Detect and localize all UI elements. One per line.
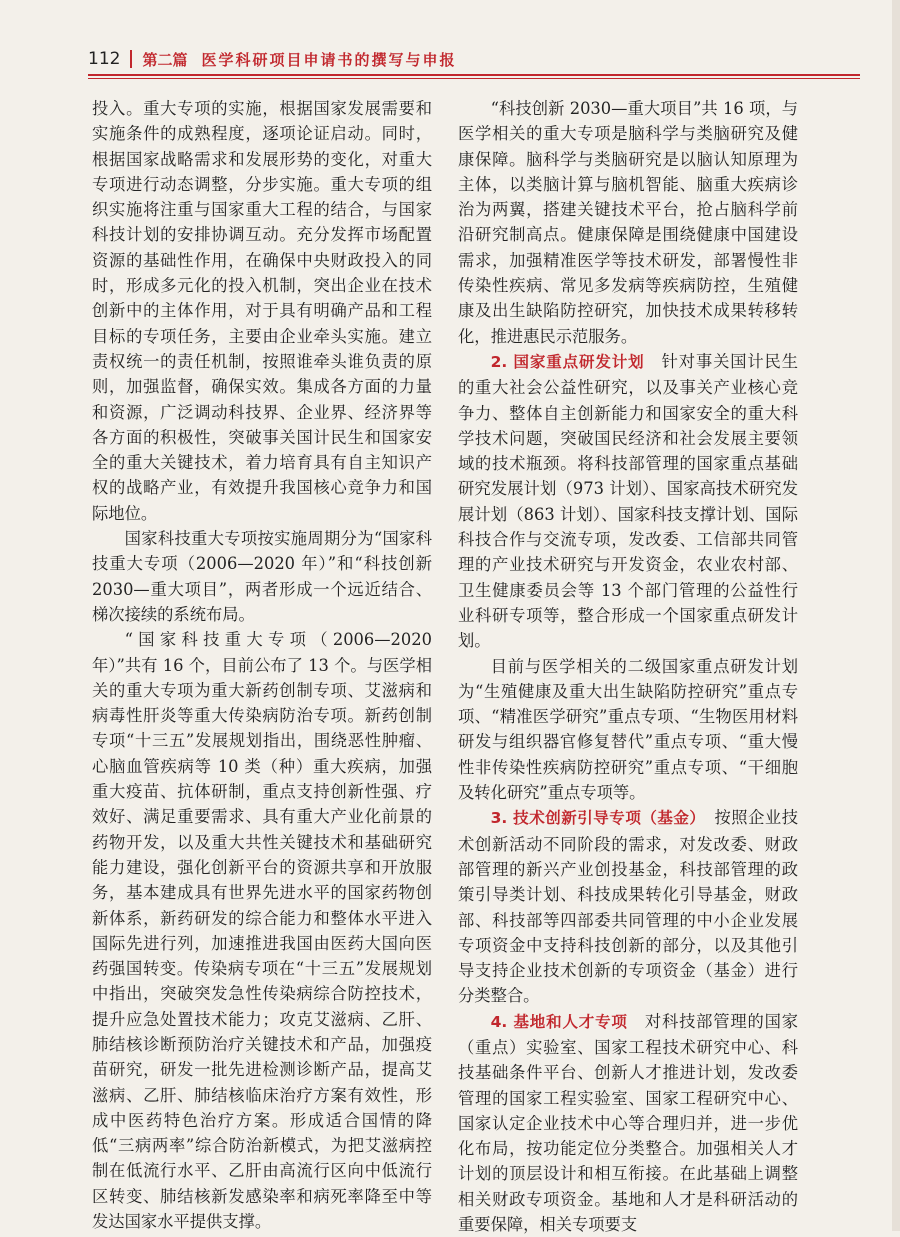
section-body: 对科技部管理的国家（重点）实验室、国家工程技术研究中心、科技基础条件平台、创新人才推进计划，发改委管理的国家工程实验室、国家工程研究中心、国家认定企业技术中心等合理归并，进一步优化布局，按功能定位分类整合。加强相关人才计划的顶层设计和相互衔接。在此基础上调整相关财政专项资金。基地和人才是科研活动的重要保障，相关专项要支 <box>458 1011 798 1235</box>
paragraph: 投入。重大专项的实施，根据国家发展需要和实施条件的成熟程度，逐项论证启动。同时，根据国家战略需求和发展形势的变化，对重大专项进行动态调整，分步实施。重大专项的组织实施将注重与国家重大工程的结合，与国家科技计划的安排协调互动。充分发挥市场配置资源的基础性作用，在确保中央财政投入的同时，形成多元化的投入机制，突出企业在技术创新中的主体作用，对于具有明确产品和工程目标的专项任务，主要由企业牵头实施。建立责权统一的责任机制，按照谁牵头谁负责的原则，加强监督，确保实效。集成各方面的力量和资源，广泛调动科技界、企业界、经济界等各方面的积极性，突破事关国计民生和国家安全的重大关键技术，着力培育具有自主知识产权的战略产业，有效提升我国核心竞争力和国际地位。 <box>92 99 432 523</box>
paragraph: 国家科技重大专项按实施周期分为“国家科技重大专项（2006—2020 年）”和“科技创新 2030—重大项目”，两者形成一个远近结合、梯次接续的系统布局。 <box>92 529 432 624</box>
page-number: 112 <box>88 49 121 69</box>
section-heading: 4. 基地和人才专项 <box>490 1012 628 1031</box>
paragraph: 目前与医学相关的二级国家重点研发计划为“生殖健康及重大出生缺陷防控研究”重点专项、“精准医学研究”重点专项、“生物医用材料研发与组织器官修复替代”重点专项、“重大慢性非传染性疾病防控研究”重点专项、“干细胞及转化研究”重点专项等。 <box>458 656 798 803</box>
right-column <box>458 96 798 1237</box>
header-rule <box>88 74 860 76</box>
paragraph: “国家科技重大专项（2006—2020 年）”共有 16 个，目前公布了 13 个。与医学相关的重大专项为重大新药创制专项、艾滋病和病毒性肝炎等重大传染病防治专项。新药创制专项“十三五”发展规划指出，围绕恶性肿瘤、心脑血管疾病等 10 类（种）重大疾病，加强重大疫苗、抗体研制，重点支持创新性强、疗效好、满足重要需求、具有重大产业化前景的药物开发，以及重大共性关键技术和基础研究能力建设，强化创新平台的资源共享和开放服务，基本建成具有世界先进水平的国家药物创新体系，新药研发的综合能力和整体水平进入国际先进行列，加速推进我国由医药大国向医药强国转变。传染病专项在“十三五”发展规划中指出，突破突发急性传染病综合防控技术，提升应急处置技术能力；攻克艾滋病、乙肝、肺结核诊断预防治疗关键技术和产品，加强疫苗研究，研发一批先进检测诊断产品，提高艾滋病、乙肝、肺结核临床治疗方案有效性，形成中医药特色治疗方案。形成适合国情的降低“三病两率”综合防治新模式，为把艾滋病控制在低流行水平、乙肝由高流行区向中低流行区转变、肺结核新发感染率和病死率降至中等发达国家水平提供支撑。 <box>92 630 432 1232</box>
left-column <box>92 96 432 1234</box>
section-4 <box>458 1009 798 1237</box>
paragraph: “科技创新 2030—重大项目”共 16 项，与医学相关的重大专项是脑科学与类脑研究及健康保障。脑科学与类脑研究是以脑认知原理为主体，以类脑计算与脑机智能、脑重大疾病诊治为两翼，搭建关键技术平台，抢占脑科学前沿研究制高点。健康保障是围绕健康中国建设需求，加强精准医学等技术研发，部署慢性非传染性疾病、常见多发病等疾病防控，生殖健康及出生缺陷防控研究，加快技术成果转移转化，推进惠民示范服务。 <box>458 99 798 346</box>
section-heading: 2. 国家重点研发计划 <box>490 352 645 371</box>
section-heading: 3. 技术创新引导专项（基金） <box>490 809 698 828</box>
section-body: 针对事关国计民生的重大社会公益性研究，以及事关产业核心竞争力、整体自主创新能力和国家安全的重大科学技术问题，突破国民经济和社会发展主要领域的技术瓶颈。将科技部管理的国家重点基础研究发展计划（973 计划）、国家高技术研究发展计划（863 计划）、国家科技支撑计划、国际科技合作与交流专项，发改委、工信部共同管理的产业技术研究与开发资金，农业农村部、卫生健康委员会等 13 个部门管理的公益性行业科研专项等，整合形成一个国家重点研发计划。 <box>458 351 798 651</box>
header-rule-thin <box>88 78 860 79</box>
header-separator <box>130 50 132 68</box>
page-edge <box>892 0 900 1231</box>
section-3 <box>458 805 798 1008</box>
chapter-title: 医学科研项目申请书的撰写与申报 <box>201 50 457 69</box>
chapter-label: 第二篇 <box>142 50 188 69</box>
page-header <box>88 46 860 72</box>
section-2 <box>458 349 798 654</box>
section-body: 按照企业技术创新活动不同阶段的需求，对发改委、财政部管理的新兴产业创投基金，科技部管理的政策引导类计划、科技成果转化引导基金，财政部、科技部等四部委共同管理的中小企业发展专项资金中支持科技创新的部分，以及其他引导支持企业技术创新的专项资金（基金）进行分类整合。 <box>458 808 798 1006</box>
